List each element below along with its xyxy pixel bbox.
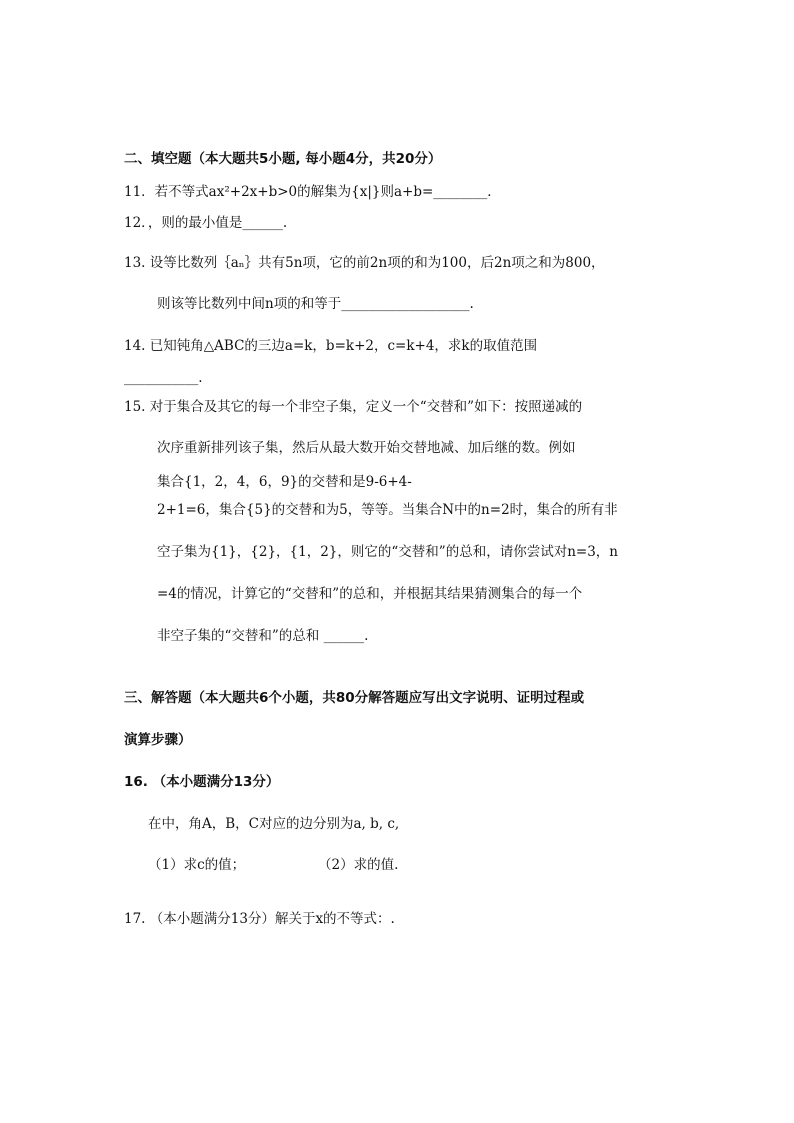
question-14-line-1: 14. 已知钝角△ABC的三边a=k，b=k+2，c=k+4，求k的取值范围	[124, 338, 538, 354]
question-11: 11．若不等式ax²+2x+b>0的解集为{x|}则a+b=________．	[124, 184, 501, 200]
question-15-line-6: =4的情况，计算它的“交替和”的总和，并根据其结果猜测集合的每一个	[157, 586, 583, 602]
question-14-line-2: ___________.	[124, 370, 203, 386]
question-12: 12．，则的最小值是______.	[124, 215, 288, 231]
question-15-line-5: 空子集为{1}，{2}，{1，2}，则它的“交替和”的总和，请你尝试对n=3，n	[157, 544, 618, 560]
question-13-line-1: 13. 设等比数列｛aₙ｝共有5n项，它的前2n项的和为100，后2n项之和为800，	[124, 255, 605, 271]
question-16-title: 16. （本小题满分13分）	[124, 774, 280, 790]
question-15-line-3: 集合{1，2，4，6，9}的交替和是9-6+4-	[157, 474, 412, 490]
section-3-heading-line-2: 演算步骤）	[124, 732, 192, 748]
question-16-part-1: （1）求c的值；	[148, 857, 246, 873]
question-13-line-2: 则该等比数列中间n项的和等于___________________.	[157, 296, 474, 312]
question-15-line-4: 2+1=6，集合{5}的交替和为5，等等。当集合N中的n=2时，集合的所有非	[157, 502, 618, 518]
question-15-line-1: 15. 对于集合及其它的每一个非空子集，定义一个“交替和”如下：按照递减的	[124, 399, 583, 415]
question-17: 17. （本小题满分13分）解关于x的不等式：.	[124, 911, 395, 927]
section-3-heading-line-1: 三、解答题（本大题共6个小题，共80分解答题应写出文字说明、证明过程或	[124, 690, 585, 706]
question-15-line-2: 次序重新排列该子集，然后从最大数开始交替地减、加后继的数。例如	[157, 440, 576, 456]
question-15-line-7: 非空子集的“交替和”的总和 ______.	[157, 628, 369, 644]
question-16-part-2: （2）求的值.	[318, 857, 399, 873]
section-2-heading: 二、填空题（本大题共5小题, 每小题4分，共20分）	[124, 151, 442, 167]
question-16-line-1: 在中，角A，B，C对应的边分别为a, b, c,	[148, 816, 400, 832]
